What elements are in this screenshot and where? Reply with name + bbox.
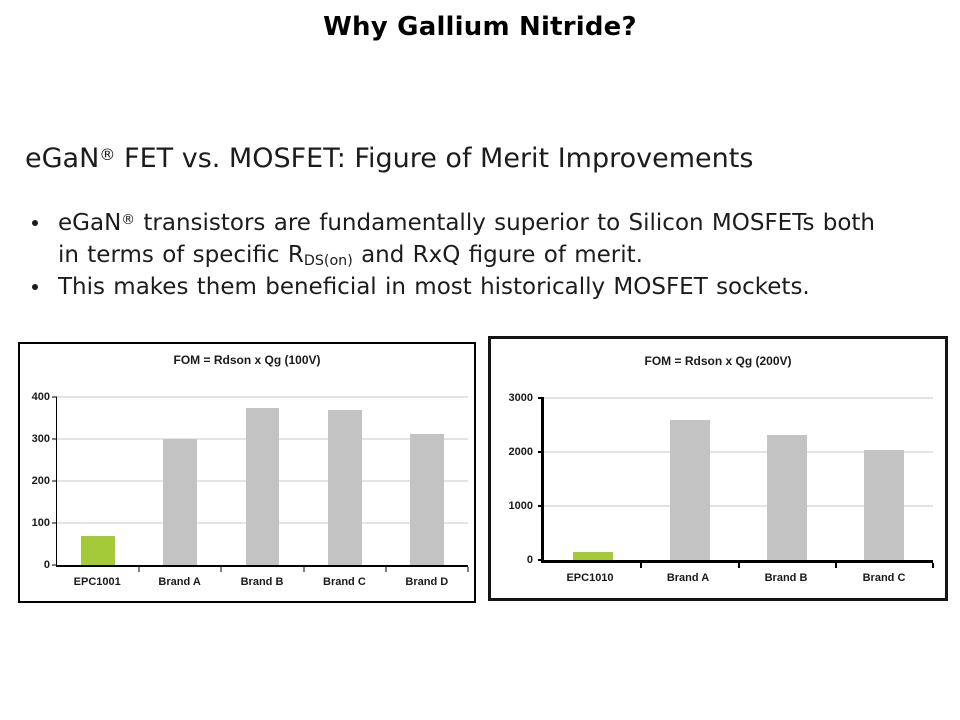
y-axis-tick (538, 559, 544, 561)
y-axis-tick-label: 1000 (508, 500, 533, 512)
x-axis-tick (303, 567, 304, 572)
y-axis-tick (538, 505, 544, 507)
y-axis-tick (538, 397, 544, 399)
category-label: Brand A (666, 572, 710, 584)
plot-area (508, 392, 933, 566)
y-axis-tick (52, 397, 57, 398)
text-segment: in terms of specific R (58, 242, 304, 268)
bullet-item (28, 209, 928, 273)
y-axis-tick-label: 3000 (508, 392, 533, 404)
bullet-item (28, 273, 928, 302)
y-axis-tick-label: 400 (31, 391, 50, 403)
x-axis-tick (139, 567, 140, 572)
y-axis-tick (538, 451, 544, 453)
gridline (57, 397, 468, 398)
bar-brand-c (864, 450, 904, 560)
y-axis-tick (52, 565, 57, 566)
x-axis-tick (221, 567, 222, 572)
plot-area (31, 391, 468, 571)
category-label: Brand D (405, 576, 449, 588)
category-label: Brand B (764, 572, 808, 584)
text-segment: transistors are fundamentally superior to Silicon MOSFETs both (135, 210, 876, 236)
category-label: EPC1010 (566, 572, 614, 584)
x-axis-labels (56, 576, 468, 589)
fom-200v-chart (488, 336, 948, 601)
text-segment: This makes them beneficial in most historically MOSFET sockets. (58, 274, 810, 300)
x-axis-tick (835, 563, 837, 568)
fom-100v-chart (18, 342, 476, 603)
text-segment: and RxQ figure of merit. (352, 242, 643, 268)
x-axis-tick (640, 563, 642, 568)
chart-title: FOM = Rdson x Qg (100V) (173, 353, 321, 367)
gridline (544, 398, 933, 399)
chart-title: FOM = Rdson x Qg (200V) (644, 354, 792, 368)
y-axis-tick (52, 523, 57, 524)
category-label: Brand C (323, 576, 366, 588)
registered-trademark-symbol: ® (99, 144, 116, 164)
y-axis-tick (52, 439, 57, 440)
text-segment: eGaN (25, 143, 100, 174)
bar-brand-a (670, 420, 710, 560)
y-axis-tick-label: 0 (43, 559, 50, 571)
x-axis-tick (738, 563, 740, 568)
category-label: Brand A (158, 576, 201, 588)
y-axis-tick-label: 300 (31, 433, 50, 445)
category-label: Brand C (862, 572, 906, 584)
bar-brand-b (767, 435, 807, 560)
category-label: Brand B (240, 576, 284, 588)
slide-title: Why Gallium Nitride? (323, 12, 637, 42)
x-axis-tick (468, 567, 469, 572)
x-axis-tick (385, 567, 386, 572)
y-axis-tick-label: 0 (526, 554, 533, 566)
registered-trademark-symbol: ® (121, 211, 136, 228)
x-axis-tick (932, 563, 934, 568)
x-axis-labels (541, 572, 933, 585)
slide-subtitle (25, 143, 753, 178)
y-axis-tick-label: 2000 (508, 446, 533, 458)
bar-brand-a (163, 439, 197, 565)
text-segment: FET vs. MOSFET: Figure of Merit Improvements (115, 143, 754, 174)
y-axis-tick-label: 100 (31, 517, 50, 529)
bullet-list (28, 209, 928, 302)
y-axis-tick-label: 200 (31, 475, 50, 487)
y-axis-tick (52, 481, 57, 482)
bar-brand-c (328, 410, 362, 565)
subscript-text: DS(on) (303, 253, 353, 270)
text-segment: eGaN (58, 210, 122, 236)
bar-brand-d (410, 434, 444, 565)
category-label: EPC1001 (73, 576, 121, 588)
bar-brand-b (246, 408, 280, 566)
bar-epc1010 (573, 552, 613, 560)
bar-epc1001 (81, 536, 115, 565)
